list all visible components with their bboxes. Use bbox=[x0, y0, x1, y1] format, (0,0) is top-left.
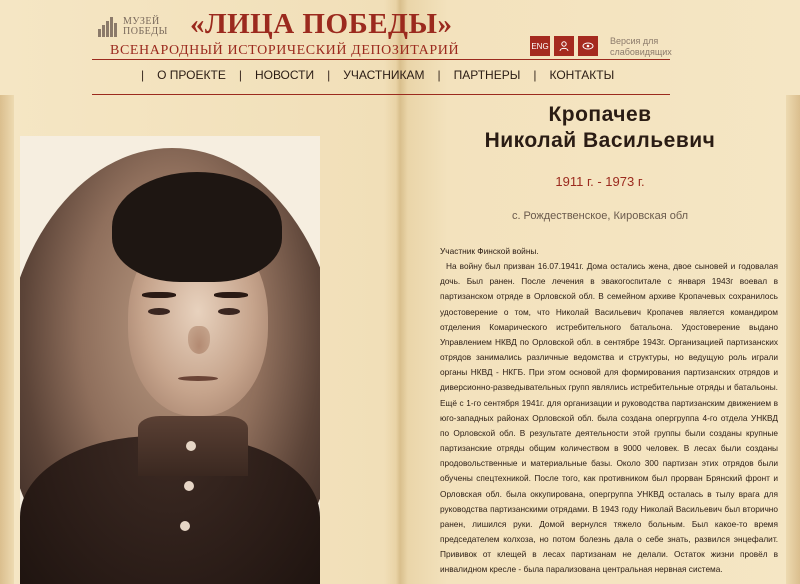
site-title[interactable]: «ЛИЦА ПОБЕДЫ» bbox=[190, 8, 453, 40]
nav-item-participants[interactable]: УЧАСТНИКАМ bbox=[343, 68, 425, 82]
logo-line-1: МУЗЕЙ bbox=[123, 16, 160, 27]
bio-line-1: Участник Финской войны. bbox=[440, 246, 539, 256]
site-header bbox=[0, 0, 800, 100]
user-icon[interactable] bbox=[554, 36, 574, 56]
portrait-mouth bbox=[178, 376, 218, 381]
nav-separator: | bbox=[533, 68, 537, 82]
museum-building-icon bbox=[98, 17, 120, 37]
header-tools bbox=[530, 36, 598, 56]
portrait-photo[interactable] bbox=[20, 136, 320, 584]
nav-item-about[interactable]: О ПРОЕКТЕ bbox=[157, 68, 226, 82]
header-divider bbox=[92, 59, 670, 60]
nav-separator: | bbox=[437, 68, 441, 82]
nav-separator: | bbox=[238, 68, 242, 82]
nav-item-news[interactable]: НОВОСТИ bbox=[254, 68, 315, 82]
person-birthplace: с. Рождественское, Кировская обл bbox=[511, 210, 689, 222]
nav-separator: | bbox=[327, 68, 331, 82]
coat-button bbox=[180, 521, 190, 531]
person-surname: Кропачев bbox=[548, 103, 652, 126]
portrait-brow-right bbox=[214, 292, 248, 298]
museum-logo-text bbox=[123, 17, 168, 37]
language-button[interactable]: ENG bbox=[530, 36, 550, 56]
coat-button bbox=[186, 441, 196, 451]
portrait-hair bbox=[112, 172, 282, 282]
person-years: 1911 г. - 1973 г. bbox=[555, 174, 645, 189]
museum-logo[interactable] bbox=[98, 14, 170, 40]
person-name bbox=[440, 102, 760, 154]
book-edge-right bbox=[786, 95, 800, 584]
eye-icon[interactable] bbox=[578, 36, 598, 56]
logo-line-2: ПОБЕДЫ bbox=[123, 26, 168, 37]
nav-item-contacts[interactable]: КОНТАКТЫ bbox=[549, 68, 615, 82]
low-vision-link[interactable]: Версия для слабовидящих bbox=[610, 36, 672, 57]
portrait-eye-right bbox=[218, 308, 240, 315]
coat-button bbox=[184, 481, 194, 491]
nav-separator: | bbox=[141, 68, 145, 82]
nav-divider bbox=[92, 94, 670, 95]
person-given-names: Николай Васильевич bbox=[484, 129, 716, 152]
main-nav bbox=[128, 68, 614, 82]
site-subtitle: ВСЕНАРОДНЫЙ ИСТОРИЧЕСКИЙ ДЕПОЗИТАРИЙ bbox=[110, 43, 460, 58]
person-biography bbox=[440, 244, 778, 577]
book-edge-left bbox=[0, 95, 14, 584]
portrait-eye-left bbox=[148, 308, 170, 315]
bio-paragraph: На войну был призван 16.07.1941г. Дома остались жена, двое сыновей и годовалая дочь. Был ранен. После лечения в эвакогоспитале с января 1943г воевал в партизанском отряде в Орловской обл. В семейном архиве Кропачевых сохранилось удостоверение о том, что Николай Васильевич Кропачев является командиром отделения Комарического истребительного батальона. Удостоверение выдано Управлением НКВД по Орловской обл. в сентябре 1943г. Организацией партизанских отрядов занимались различные ведомства и структуры, но ведущую роль играли органы НКВД - НКГБ. При этом основой для формирования партизанских отрядов и диверсионно-разведывательных групп являлись истребительные отряды и батальоны. Ещё с 1-го сентября 1941г. для организации и руководства партизанским движением в юго-западных районах Орловской обл. была создана опергруппа 4-го отдела УНКВД по Орловской обл. В результате деятельности этой группы были созданы крупные партизанские отряды общим количеством в 9000 человек. В лесах были созданы продовольственные и материальные базы. Около 300 партизан этих отрядов были обучены спецтехникой. После того, как противником был прорван Брянский фронт и Орловская обл. была оккупирована, опергруппа УНКВД осталась в тылу врага для руководства партизанскими отрядами. В 1943 году Николай Васильевич был вторично ранен, лишился руки. Домой вернулся тяжело больным. Был какое-то время председателем колхоза, но потом болезнь дала о себе знать, развился энцефалит. Прививок от клещей в лесах партизанам не делали. Остаток жизни провёл в инвалидном кресле - была парализована центральная нервная система. bbox=[440, 261, 778, 575]
portrait-nose bbox=[188, 326, 210, 354]
nav-item-partners[interactable]: ПАРТНЕРЫ bbox=[453, 68, 521, 82]
portrait-brow-left bbox=[142, 292, 176, 298]
